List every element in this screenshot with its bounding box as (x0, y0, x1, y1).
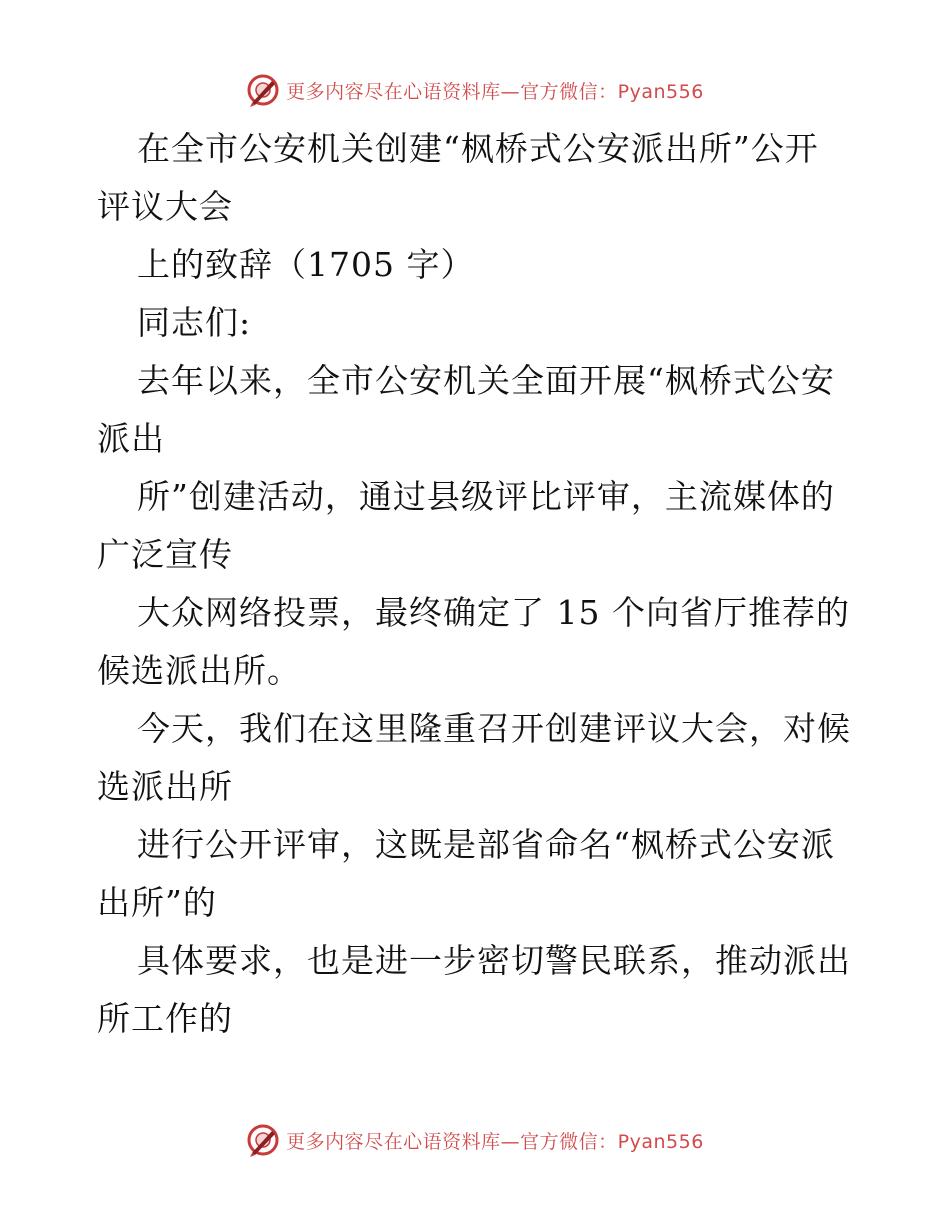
text-line: 同志们: (137, 303, 252, 342)
watermark-text: 更多内容尽在心语资料库—官方微信：Pyan556 (286, 1130, 704, 1153)
footer-watermark (0, 1120, 950, 1160)
text-line: 具体要求，也是进一步密切警民联系，推动派出 (137, 941, 851, 980)
text-line: 出所”的 (97, 883, 217, 922)
document-body (97, 120, 857, 1048)
text-line: 进行公开评审，这既是部省命名“枫桥式公安派 (137, 825, 835, 864)
text-line: 去年以来，全市公安机关全面开展“枫桥式公安 (137, 361, 835, 400)
watermark-text: 更多内容尽在心语资料库—官方微信：Pyan556 (286, 80, 704, 103)
text-line: 候选派出所。 (97, 651, 301, 690)
text-line: 今天，我们在这里隆重召开创建评议大会，对候 (137, 709, 851, 748)
pen-logo-icon (246, 1123, 280, 1157)
text-line: 大众网络投票，最终确定了 15 个向省厅推荐的 (137, 593, 850, 632)
text-line: 所工作的 (97, 999, 233, 1038)
text-line: 上的致辞（1705 字） (137, 245, 475, 284)
text-line: 所”创建活动，通过县级评比评审，主流媒体的 (137, 477, 835, 516)
text-line: 广泛宣传 (97, 535, 233, 574)
pen-logo-icon (246, 73, 280, 107)
text-line: 派出 (97, 419, 165, 458)
text-line: 评议大会 (97, 187, 233, 226)
text-line: 在全市公安机关创建“枫桥式公安派出所”公开 (137, 129, 819, 168)
text-line: 选派出所 (97, 767, 233, 806)
header-watermark (0, 70, 950, 110)
